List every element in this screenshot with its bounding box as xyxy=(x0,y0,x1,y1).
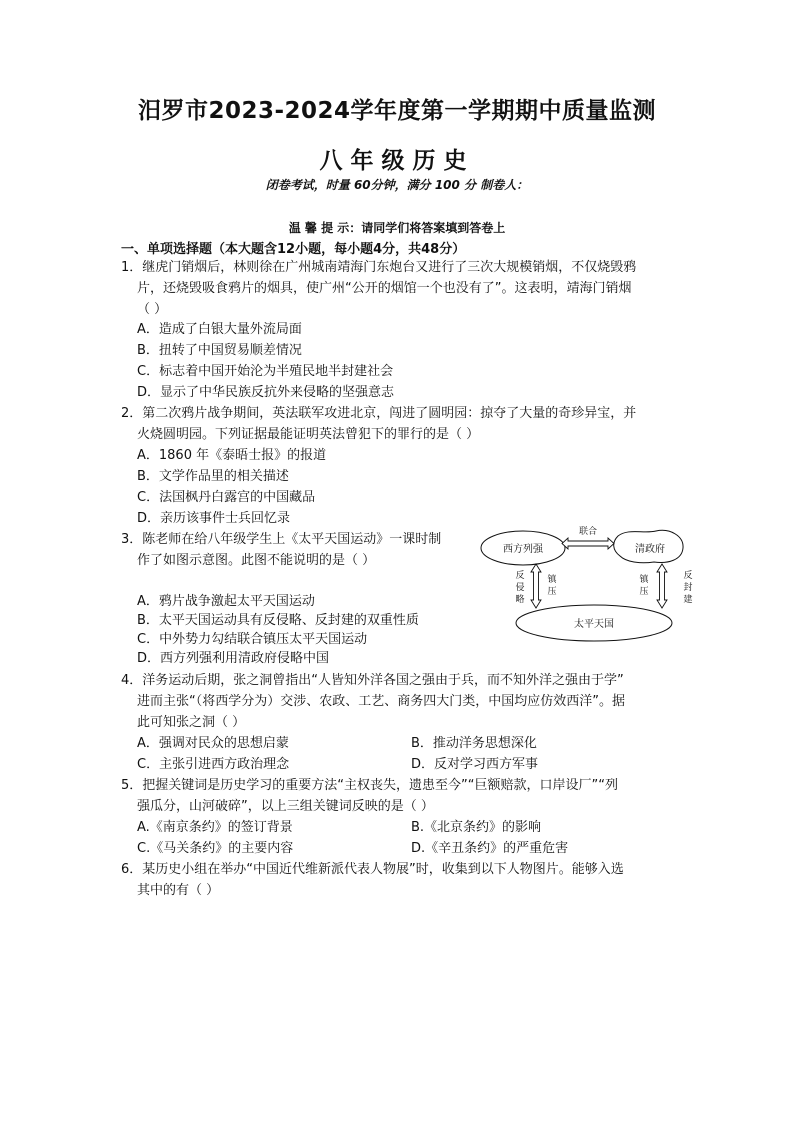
q3-diagram xyxy=(476,520,698,646)
q5-option-b: B.《北京条约》的影响 xyxy=(411,820,542,835)
q2-stem-line2: 火烧圆明园。下列证据最能证明英法曾犯下的罪行的是（ ） xyxy=(137,427,480,442)
left-up-char1: 反 xyxy=(515,571,525,581)
left-down-char2: 压 xyxy=(547,587,557,597)
left-arrow-outline xyxy=(531,564,541,608)
q3-stem-line1: 3．陈老师在给八年级学生上《太平天国运动》一课时制 xyxy=(121,532,442,547)
right-up-char1: 反 xyxy=(683,571,693,581)
q5-option-a: A.《南京条约》的签订背景 xyxy=(137,820,293,835)
q4-stem-line2: 进而主张“（将西学分为）交涉、农政、工艺、商务四大门类，中国均应仿效西洋”。据 xyxy=(137,694,625,709)
left-down-char1: 镇 xyxy=(547,575,557,585)
q4-option-c: C．主张引进西方政治理念 xyxy=(137,757,290,772)
q6-stem-line1: 6．某历史小组在举办“中国近代维新派代表人物展”时，收集到以下人物图片。能够入选 xyxy=(121,862,624,877)
warm-tip: 温 馨 提 示：请同学们将答案填到答卷上 xyxy=(288,221,506,235)
q2-option-b: B．文学作品里的相关描述 xyxy=(137,469,289,484)
q1-option-d: D．显示了中华民族反抗外来侵略的坚强意志 xyxy=(137,385,395,400)
right-node-label: 清政府 xyxy=(635,544,665,555)
right-down-char1: 镇 xyxy=(639,575,649,585)
q1-option-c: C．标志着中国开始沦为半殖民地半封建社会 xyxy=(137,364,394,379)
q4-option-b: B．推动洋务思想深化 xyxy=(411,736,537,751)
left-up-char3: 略 xyxy=(515,595,525,605)
exam-title: 汨罗市2023-2024学年度第一学期期中质量监测 xyxy=(137,98,657,124)
exam-info: 闭卷考试，时量 60分钟，满分 100 分 制卷人： xyxy=(265,178,529,192)
q4-option-d: D．反对学习西方军事 xyxy=(411,757,539,772)
right-up-char3: 建 xyxy=(683,595,693,605)
q3-option-d: D．西方列强利用清政府侵略中国 xyxy=(137,651,330,666)
q1-stem-line1: 1．继虎门销烟后，林则徐在广州城南靖海门东炮台又进行了三次大规模销烟，不仅烧毁鸦 xyxy=(121,260,637,275)
q4-stem-line3: 此可知张之洞（ ） xyxy=(137,715,246,730)
right-down-char2: 压 xyxy=(639,587,649,597)
q2-option-c: C．法国枫丹白露宫的中国藏品 xyxy=(137,490,316,505)
q1-answer-blank: （ ） xyxy=(137,302,168,317)
q3-stem-line2: 作了如图示意图。此图不能说明的是（ ） xyxy=(137,553,376,568)
q5-stem-line2: 强瓜分，山河破碎”，以上三组关键词反映的是（ ） xyxy=(137,799,434,814)
q1-stem-line2: 片，还烧毁吸食鸦片的烟具，使广州“公开的烟馆一个也没有了”。这表明，靖海门销烟 xyxy=(137,281,632,296)
q5-option-c: C.《马关条约》的主要内容 xyxy=(137,841,294,856)
left-up-char2: 侵 xyxy=(515,583,525,593)
q1-option-a: A．造成了白银大量外流局面 xyxy=(137,322,302,337)
q5-stem-line1: 5．把握关键词是历史学习的重要方法“主权丧失，遗患至今”“巨额赔款，口岸设厂”“列 xyxy=(121,778,618,793)
subject-title: 八年级历史 xyxy=(319,148,475,174)
bottom-node-label: 太平天国 xyxy=(574,619,614,630)
q2-stem-line1: 2．第二次鸦片战争期间，英法联军攻进北京，闯进了圆明园：掠夺了大量的奇珍异宝，并 xyxy=(121,406,637,421)
q5-option-d: D.《辛丑条约》的严重危害 xyxy=(411,841,569,856)
q6-stem-line2: 其中的有（ ） xyxy=(137,883,220,898)
q3-option-b: B．太平天国运动具有反侵略、反封建的双重性质 xyxy=(137,613,419,628)
q1-option-b: B．扭转了中国贸易顺差情况 xyxy=(137,343,302,358)
q4-stem-line1: 4．洋务运动后期，张之洞曾指出“人皆知外洋各国之强由于兵，而不知外洋之强由于学” xyxy=(121,673,624,688)
section-heading: 一、单项选择题（本大题含12小题，每小题4分，共48分） xyxy=(121,242,466,257)
q4-option-a: A．强调对民众的思想启蒙 xyxy=(137,736,289,751)
alliance-label: 联合 xyxy=(578,527,598,537)
q2-option-d: D．亲历该事件士兵回忆录 xyxy=(137,511,291,526)
q3-option-a: A．鸦片战争激起太平天国运动 xyxy=(137,594,315,609)
q2-option-a: A．1860 年《泰晤士报》的报道 xyxy=(137,448,327,463)
alliance-arrow xyxy=(562,538,614,549)
q3-diagram-svg xyxy=(476,520,698,646)
left-node-label: 西方列强 xyxy=(503,544,543,555)
right-arrow-outline xyxy=(657,564,667,608)
q3-option-c: C．中外势力勾结联合镇压太平天国运动 xyxy=(137,632,368,647)
right-up-char2: 封 xyxy=(683,583,693,593)
